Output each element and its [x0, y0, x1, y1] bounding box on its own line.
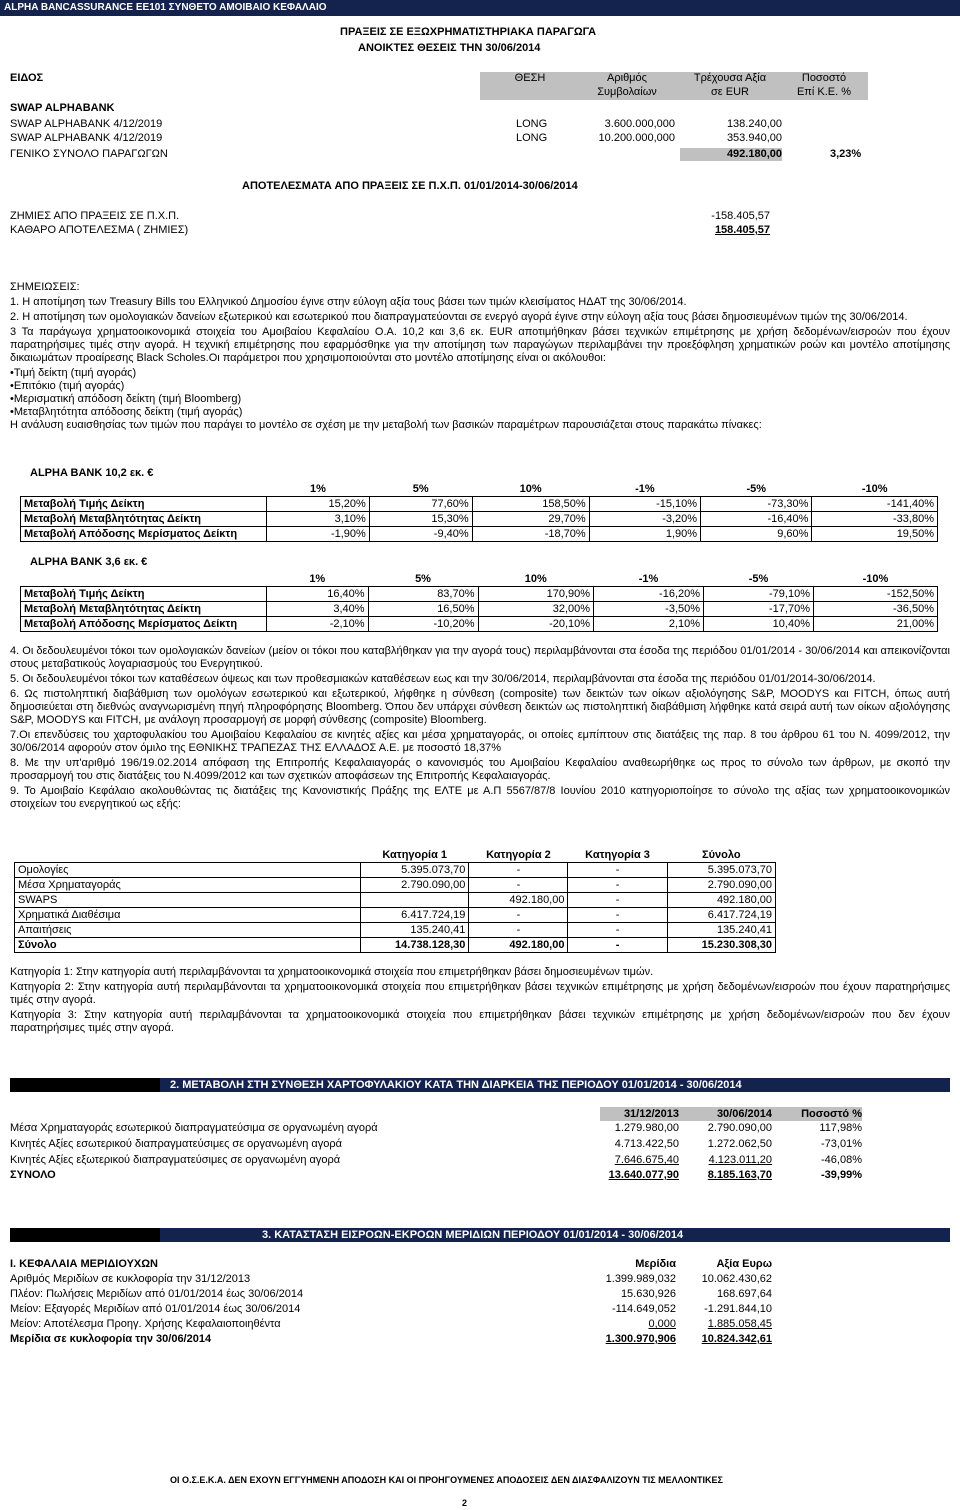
categories-header: Κατηγορία 2	[469, 848, 568, 863]
sensitivity-value: 77,60%	[369, 497, 472, 512]
table-row	[0, 1154, 960, 1168]
sensitivity-value: -152,50%	[813, 587, 937, 602]
positions-row	[0, 118, 960, 132]
sensitivity-value: 9,60%	[701, 527, 812, 542]
category-value: 6.417.724,19	[361, 908, 469, 923]
sensitivity-value: -1,90%	[267, 527, 370, 542]
section-2-header-row	[0, 1108, 960, 1122]
section-2-total-pct: -39,99%	[821, 1169, 862, 1181]
sensitivity-value: -16,40%	[701, 512, 812, 527]
note-3a: 3 Τα παράγωγα χρηματοοικονομικά στοιχεία του Αμοιβαίου Κεφαλαίου Ο.Α. 10,2 και 3,6 εκ. EUR αποτιμήθηκαν βάσει τεχνικών επιμέτρησης με χρήση δεδομένων/εισροών που έχουν παρατηρήσιμες τιμές στην αγορά. Η τεχνική επιμέτρησης που εφαρμόσθηκε για την αποτίμηση των παραγώγων περιλαμβάνει την προεξόφληση χρηματικών ροών και μοντέλο αποτίμησης δικαιωμάτων προαίρεσης Black Scholes.Οι παράμετροι που χρησιμοποιούνται στο μοντέλο αποτίμησης είναι οι ακόλουθοι:	[10, 326, 950, 364]
table-row	[15, 908, 776, 923]
positions-row	[0, 132, 960, 146]
categories-header-blank	[15, 848, 361, 863]
category-total-value: 15.230.308,30	[667, 938, 775, 953]
sensitivity-label: Μεταβολή Μεταβλητότητας Δείκτη	[21, 602, 267, 617]
sensitivity-value: -3,20%	[589, 512, 700, 527]
positions-total-label: ΓΕΝΙΚΟ ΣΥΝΟΛΟ ΠΑΡΑΓΩΓΩΝ	[10, 148, 168, 160]
note-7: 7.Οι επενδύσεις του χαρτοφυλακίου του Αμοιβαίου Κεφαλαίου σε κινητές αξίες και μέσα χρηματαγοράς, οι οποίες εμπίπτουν στις διατάξεις της παρ. 8 του άρθρου 61 του Ν. 4099/2012, την 30/06/2014 αφορούν στον όμιλο της ΕΘΝΙΚΗΣ ΤΡΑΠΕΖΑΣ ΤΗΣ ΕΛΛΑΔΟΣ Α.Ε. με ποσοστό 18,37%	[10, 729, 950, 754]
table-row	[0, 1138, 960, 1152]
section-3-units: 15.630,926	[620, 1288, 676, 1300]
section-2-value: 7.646.675,40	[614, 1154, 679, 1166]
sensitivity-label: Μεταβολή Μεταβλητότητας Δείκτη	[21, 512, 267, 527]
sensitivity-value: -17,70%	[704, 602, 814, 617]
category-value: 6.417.724,19	[667, 908, 775, 923]
header-bar-text: ALPHA BANCASSURANCE EE101 ΣΥΝΘΕΤΟ ΑΜΟΙΒΑΙΟ ΚΕΦΑΛΑΙΟ	[4, 2, 327, 13]
section-3-total-row	[0, 1333, 960, 1347]
table-row	[15, 878, 776, 893]
list-item: • Μερισματική απόδοση δείκτη (τιμή Bloomberg)	[10, 393, 950, 406]
note-4: 4. Οι δεδουλευμένοι τόκοι των ομολογιακών δανείων (μείον οι τόκοι που καταβλήθηκαν για την αγορά τους) περιλαμβάνονται στα έσοδα της περιόδου 01/01/2014 - 30/06/2014 και απεικονίζονται στους μεταβατικούς λογαριασμούς του Ενεργητικού.	[10, 645, 950, 670]
table-row	[21, 602, 938, 617]
section-3-value: -1.291.844,10	[704, 1303, 772, 1315]
sensitivity-header-blank	[21, 482, 267, 497]
category-value: -	[469, 923, 568, 938]
note-6: 6. Ως πιστοληπτική διαβάθμιση των ομολόγων εσωτερικού και εξωτερικού, λήφθηκε η σύνθεση (composite) των δεικτών των οίκων αξιολόγησης S&P, MOODYS και FITCH, όπως αυτή δημοσιεύεται στη διεθνώς αναγνωρισμένη πηγή πληροφόρησης Bloomberg. Όπου δεν υπάρχει σύνθεση δεικτών ως πιστοληπτική διαβάθμιση λήφθηκε κατά σειρά αυτή των οίκων αξιολόγησης S&P, MOODYS και FITCH, με ανάλογη προσαρμογή σε μορφή σύνθεσης (composite) Bloomberg.	[10, 688, 950, 726]
results-net-label: ΚΑΘΑΡΟ ΑΠΟΤΕΛΕΣΜΑ ( ΖΗΜΙΕΣ)	[10, 224, 189, 236]
section-2-total-row	[0, 1169, 960, 1183]
table-row	[21, 527, 938, 542]
results-net-row	[0, 224, 960, 238]
position-contracts: 3.600.000,000	[604, 118, 675, 130]
category-label: Μέσα Χρηματαγοράς	[15, 878, 361, 893]
category-total-value: 14.738.128,30	[361, 938, 469, 953]
sensitivity-table-1	[20, 482, 938, 542]
positions-header-contracts-1: Αριθμός	[607, 72, 647, 84]
sensitivity-table-2	[20, 572, 938, 632]
sensitivity-value: 21,00%	[813, 617, 937, 632]
section-3-bar	[10, 1228, 950, 1242]
note-9: 9. Το Αμοιβαίο Κεφάλαιο ακολουθώντας τις διατάξεις της Κανονιστικής Πράξης της ΕΛΤΕ με Α.Π 5567/87/8 Ιουνίου 2010 κατηγοριοποίησε το σύνολο της αξίας των χρηματοοικονομικών στοιχείων του ενεργητικού ως εξής:	[10, 785, 950, 810]
category-label: Ομολογίες	[15, 863, 361, 878]
section-3-value: 10.062.430,62	[701, 1273, 772, 1285]
sensitivity-value: -33,80%	[812, 512, 938, 527]
sensitivity-header-blank	[21, 572, 267, 587]
notes-heading: ΣΗΜΕΙΩΣΕΙΣ:	[10, 281, 80, 293]
category-total-label: Σύνολο	[15, 938, 361, 953]
table-row	[21, 497, 938, 512]
sensitivity-header: 10%	[478, 572, 594, 587]
sensitivity-header: 1%	[267, 482, 370, 497]
section-3-total-value: 10.824.342,61	[701, 1333, 772, 1345]
category-label: Χρηματικά Διαθέσιμα	[15, 908, 361, 923]
notes-block	[10, 281, 950, 434]
section-3-header: Αξία Ευρω	[716, 1258, 772, 1270]
category-label: Απαιτήσεις	[15, 923, 361, 938]
sensitivity-value: 15,20%	[267, 497, 370, 512]
sensitivity-header: 1%	[267, 572, 369, 587]
section-2-pct: -73,01%	[821, 1138, 862, 1150]
position-name: SWAP ALPHABANK 4/12/2019	[10, 118, 163, 130]
category-value: -	[568, 878, 667, 893]
sensitivity-value: 16,50%	[368, 602, 478, 617]
section-2-bar	[10, 1078, 950, 1092]
sensitivity-value: 29,70%	[472, 512, 589, 527]
sensitivity-value: -20,10%	[478, 617, 594, 632]
results-net-value: 158.405,57	[714, 224, 770, 236]
notes-continued	[10, 645, 950, 813]
position-side: LONG	[516, 118, 548, 130]
positions-header-position: ΘΕΣΗ	[514, 72, 546, 84]
positions-header-value-2: σε EUR	[711, 86, 749, 98]
category-value: 135.240,41	[361, 923, 469, 938]
category-value	[361, 893, 469, 908]
sensitivity-value: 158,50%	[472, 497, 589, 512]
position-side: LONG	[516, 132, 548, 144]
section-3-value: 168.697,64	[716, 1288, 772, 1300]
section-3-label: Αριθμός Μεριδίων σε κυκλοφορία την 31/12/2013	[10, 1273, 251, 1285]
sensitivity-value: -79,10%	[704, 587, 814, 602]
table-row	[15, 893, 776, 908]
note-8: 8. Με την υπ'αριθμό 196/19.02.2014 απόφαση της Επιτροπής Κεφαλαιαγοράς ο κανονισμός του Αμοιβαίου Κεφαλαίου αναθεωρήθηκε ως προς το σύνολο των άρθρων, με σκοπό την προσαρμογή του στις διατάξεις του Ν.4099/2012 και των σχετικών αποφάσεων της Επιτροπής Κεφαλαιαγοράς.	[10, 757, 950, 782]
category-value: 2.790.090,00	[667, 878, 775, 893]
category-total-value: 492.180,00	[469, 938, 568, 953]
category-value: -	[568, 893, 667, 908]
footer-disclaimer: ΟΙ Ο.Σ.Ε.Κ.Α. ΔΕΝ ΕΧΟΥΝ ΕΓΓΥΗΜΕΝΗ ΑΠΟΔΟΣΗ ΚΑΙ ΟΙ ΠΡΟΗΓΟΥΜΕΝΕΣ ΑΠΟΔΟΣΕΙΣ ΔΕΝ ΔΙΑΣΦΑΛΙΖΟΥΝ ΤΙΣ ΜΕΛΛΟΝΤΙΚΕΣ	[170, 1475, 723, 1485]
sensitivity-header: -5%	[701, 482, 812, 497]
positions-total-value: 492.180,00	[680, 148, 782, 161]
section-2-pct: 117,98%	[819, 1122, 862, 1134]
section-2-value: 1.272.062,50	[707, 1138, 772, 1150]
category-value: 492.180,00	[667, 893, 775, 908]
section-3-header: Μερίδια	[635, 1258, 676, 1270]
sensitivity-value: -9,40%	[369, 527, 472, 542]
table-row	[0, 1288, 960, 1302]
header-bar	[0, 0, 960, 16]
sensitivity-value: -15,10%	[589, 497, 700, 512]
results-loss-label: ΖΗΜΙΕΣ ΑΠΟ ΠΡΑΞΕΙΣ ΣΕ Π.Χ.Π.	[10, 210, 180, 222]
section-3-label: Μείον: Αποτέλεσμα Προηγ. Χρήσης Κεφαλαιοποιηθέντα	[10, 1318, 281, 1330]
categories-header: Σύνολο	[667, 848, 775, 863]
section-2-header: 31/12/2013	[623, 1108, 679, 1120]
sensitivity-title-1: ALPHA BANK 10,2 εκ. €	[30, 467, 154, 479]
note-1: 1. Η αποτίμηση των Treasury Bills του Ελληνικού Δημοσίου έγινε στην εύλογη αξία τους βάσει των τιμών κλεισίματος ΗΔΑΤ της 30/06/2014.	[10, 296, 687, 308]
table-row	[15, 923, 776, 938]
category-note-1: Κατηγορία 1: Στην κατηγορία αυτή περιλαμβάνονται τα χρηματοοικονομικά στοιχεία που επιμετρήθηκαν βάσει δημοσιευμένων τιμών.	[10, 966, 654, 978]
document-title: ΠΡΑΞΕΙΣ ΣΕ ΕΞΩΧΡΗΜΑΤΙΣΤΗΡΙΑΚΑ ΠΑΡΑΓΩΓΑ	[340, 26, 597, 38]
section-3-subheading: Ι. ΚΕΦΑΛΑΙΑ ΜΕΡΙΔΙΟΥΧΩΝ	[10, 1258, 159, 1270]
section-2-pct: -46,08%	[821, 1154, 862, 1166]
table-row	[15, 938, 776, 953]
positions-group: SWAP ALPHABANK	[10, 102, 115, 114]
category-total-value: -	[568, 938, 667, 953]
table-row	[21, 512, 938, 527]
categories-header: Κατηγορία 1	[361, 848, 469, 863]
section-2-value: 4.123.011,20	[708, 1154, 772, 1166]
position-value: 138.240,00	[726, 118, 782, 130]
positions-header-pct-1: Ποσοστό	[801, 72, 847, 84]
section-2-value: 4.713.422,50	[614, 1138, 679, 1150]
positions-header-pct-2: Επί Κ.Ε. %	[796, 86, 852, 98]
sensitivity-value: 83,70%	[368, 587, 478, 602]
positions-header-contracts-2: Συμβολαίων	[597, 86, 657, 98]
position-contracts: 10.200.000,000	[598, 132, 675, 144]
sensitivity-value: -3,50%	[594, 602, 704, 617]
list-item: • Τιμή δείκτη (τιμή αγοράς)	[10, 367, 950, 380]
sensitivity-value: 10,40%	[704, 617, 814, 632]
sensitivity-label: Μεταβολή Τιμής Δείκτη	[21, 497, 267, 512]
sensitivity-value: -16,20%	[594, 587, 704, 602]
category-label: SWAPS	[15, 893, 361, 908]
table-row	[0, 1318, 960, 1332]
category-value: 2.790.090,00	[361, 878, 469, 893]
sensitivity-value: -2,10%	[267, 617, 369, 632]
section-2-header: 30/06/2014	[716, 1108, 772, 1120]
category-note-2: Κατηγορία 2: Στην κατηγορία αυτή περιλαμβάνονται τα χρηματοοικονομικά στοιχεία που επιμετρήθηκαν βάσει τεχνικών επιμέτρησης με χρήση δεδομένων/εισροών που έχουν παρατηρήσιμες τιμές στην αγορά.	[10, 981, 950, 1006]
category-value: -	[469, 878, 568, 893]
sensitivity-header: -1%	[594, 572, 704, 587]
category-value: -	[469, 908, 568, 923]
sensitivity-header: 5%	[368, 572, 478, 587]
category-value: 492.180,00	[469, 893, 568, 908]
sensitivity-label: Μεταβολή Τιμής Δείκτη	[21, 587, 267, 602]
section-2-label: Κινητές Αξίες εξωτερικού διαπραγματεύσιμες σε οργανωμένη αγορά	[10, 1154, 341, 1166]
sensitivity-value: 15,30%	[369, 512, 472, 527]
list-item: • Μεταβλητότητα απόδοσης δείκτη (τιμή αγοράς)	[10, 406, 950, 419]
category-value: 5.395.073,70	[667, 863, 775, 878]
category-note-3: Κατηγορία 3: Στην κατηγορία αυτή περιλαμβάνονται τα χρηματοοικονομικά στοιχεία που επιμετρήθηκαν βάσει τεχνικών επιμέτρησης με χρήση δεδομένων/εισροών που δεν έχουν παρατηρήσιμες τιμές στην αγορά.	[10, 1009, 950, 1034]
section-3-label: Πλέον: Πωλήσεις Μεριδίων από 01/01/2014 έως 30/06/2014	[10, 1288, 304, 1300]
categories-header: Κατηγορία 3	[568, 848, 667, 863]
position-name: SWAP ALPHABANK 4/12/2019	[10, 132, 163, 144]
section-3-value: 1.885.058,45	[707, 1318, 772, 1330]
table-row	[15, 863, 776, 878]
section-2-bar-block	[10, 1078, 160, 1092]
sensitivity-header: -5%	[704, 572, 814, 587]
section-3-units: -114.649,052	[611, 1303, 676, 1315]
section-3-bar-block	[10, 1228, 160, 1242]
list-item: • Επιτόκιο (τιμή αγοράς)	[10, 380, 950, 393]
document-subtitle: ΑΝΟΙΚΤΕΣ ΘΕΣΕΙΣ ΤΗΝ 30/06/2014	[358, 42, 541, 54]
sensitivity-value: 1,90%	[589, 527, 700, 542]
sensitivity-value: 16,40%	[267, 587, 369, 602]
section-3-units: 0,000	[648, 1318, 676, 1330]
section-3-total-label: Μερίδια σε κυκλοφορία την 30/06/2014	[10, 1333, 212, 1345]
position-value: 353.940,00	[726, 132, 782, 144]
sensitivity-label: Μεταβολή Απόδοσης Μερίσματος Δείκτη	[21, 527, 267, 542]
section-2-value: 1.279.980,00	[614, 1122, 679, 1134]
table-row	[0, 1273, 960, 1287]
table-row	[21, 617, 938, 632]
section-2-total-value: 13.640.077,90	[608, 1169, 679, 1181]
sensitivity-label: Μεταβολή Απόδοσης Μερίσματος Δείκτη	[21, 617, 267, 632]
sensitivity-value: 3,10%	[267, 512, 370, 527]
category-value: -	[568, 923, 667, 938]
note-3b: Η ανάλυση ευαισθησίας των τιμών που παράγει το μοντέλο σε σχέση με την μεταβολή των βασικών παραμέτρων παρουσιάζεται στους παρακάτω πίνακες:	[10, 419, 762, 431]
sensitivity-value: 32,00%	[478, 602, 594, 617]
sensitivity-value: -10,20%	[368, 617, 478, 632]
category-value: -	[469, 863, 568, 878]
category-value: -	[568, 908, 667, 923]
table-row	[21, 587, 938, 602]
sensitivity-header: 10%	[472, 482, 589, 497]
section-3-label: Μείον: Εξαγορές Μεριδίων από 01/01/2014 έως 30/06/2014	[10, 1303, 301, 1315]
section-3-header-row	[0, 1258, 960, 1272]
sensitivity-value: -36,50%	[813, 602, 937, 617]
category-notes	[10, 966, 950, 1037]
section-2-total-value: 8.185.163,70	[707, 1169, 772, 1181]
sensitivity-header: -10%	[813, 572, 937, 587]
table-row	[0, 1122, 960, 1136]
positions-total-row	[0, 148, 960, 162]
sensitivity-title-2: ALPHA BANK 3,6 εκ. €	[30, 556, 148, 568]
sensitivity-value: 170,90%	[478, 587, 594, 602]
section-3-total-units: 1.300.970,906	[605, 1333, 676, 1345]
note-2: 2. Η αποτίμηση των ομολογιακών δανείων εξωτερικού και εσωτερικού που διαπραγματεύονται σε ενεργό αγορά έγινε στην εύλογη αξία τους βάσει δημοσιευμένων τιμών της 30/06/2014.	[10, 311, 908, 323]
section-3-title: 3. ΚΑΤΑΣΤΑΣΗ ΕΙΣΡΟΩΝ-ΕΚΡΟΩΝ ΜΕΡΙΔΙΩΝ ΠΕΡΙΟΔΟΥ 01/01/2014 - 30/06/2014	[262, 1229, 684, 1241]
sensitivity-header: -1%	[589, 482, 700, 497]
sensitivity-header: -10%	[812, 482, 938, 497]
parameters-list	[10, 367, 950, 419]
section-2-title: 2. ΜΕΤΑΒΟΛΗ ΣΤΗ ΣΥΝΘΕΣΗ ΧΑΡΤΟΦΥΛΑΚΙΟΥ ΚΑΤΑ ΤΗΝ ΔΙΑΡΚΕΙΑ ΤΗΣ ΠΕΡΙΟΔΟΥ 01/01/2014 - 30/06/2014	[170, 1079, 742, 1091]
section-2-total-label: ΣΥΝΟΛΟ	[10, 1169, 56, 1181]
page-number: 2	[462, 1498, 468, 1508]
categories-table	[14, 848, 776, 953]
section-2-label: Κινητές Αξίες εσωτερικού διαπραγματεύσιμες σε οργανωμένη αγορά	[10, 1138, 343, 1150]
sensitivity-value: 3,40%	[267, 602, 369, 617]
category-value: -	[568, 863, 667, 878]
category-value: 5.395.073,70	[361, 863, 469, 878]
category-value: 135.240,41	[667, 923, 775, 938]
results-loss-row	[0, 210, 960, 224]
section-2-value: 2.790.090,00	[707, 1122, 772, 1134]
positions-header-value-1: Τρέχουσα Αξία	[693, 72, 767, 84]
sensitivity-value: -73,30%	[701, 497, 812, 512]
sensitivity-value: 19,50%	[812, 527, 938, 542]
positions-header-type: ΕΙΔΟΣ	[10, 72, 44, 84]
section-2-label: Μέσα Χρηματαγοράς εσωτερικού διαπραγματεύσιμα σε οργανωμένη αγορά	[10, 1122, 378, 1134]
section-3-units: 1.399.989,032	[605, 1273, 676, 1285]
sensitivity-header: 5%	[369, 482, 472, 497]
sensitivity-value: -141,40%	[812, 497, 938, 512]
note-5: 5. Οι δεδουλευμένοι τόκοι των καταθέσεων όψεως και των προθεσμιακών καταθέσεων εως και την 30/06/2014, περιλαμβάνονται στα έσοδα της περιόδου 01/01/2014-30/06/2014.	[10, 673, 876, 685]
sensitivity-value: -18,70%	[472, 527, 589, 542]
results-loss-value: -158.405,57	[711, 210, 770, 222]
sensitivity-value: 2,10%	[594, 617, 704, 632]
results-title: ΑΠΟΤΕΛΕΣΜΑΤΑ ΑΠΟ ΠΡΑΞΕΙΣ ΣΕ Π.Χ.Π. 01/01/2014-30/06/2014	[242, 180, 578, 192]
table-row	[0, 1303, 960, 1317]
section-2-header: Ποσοστό %	[801, 1108, 862, 1120]
positions-total-pct: 3,23%	[830, 148, 862, 160]
